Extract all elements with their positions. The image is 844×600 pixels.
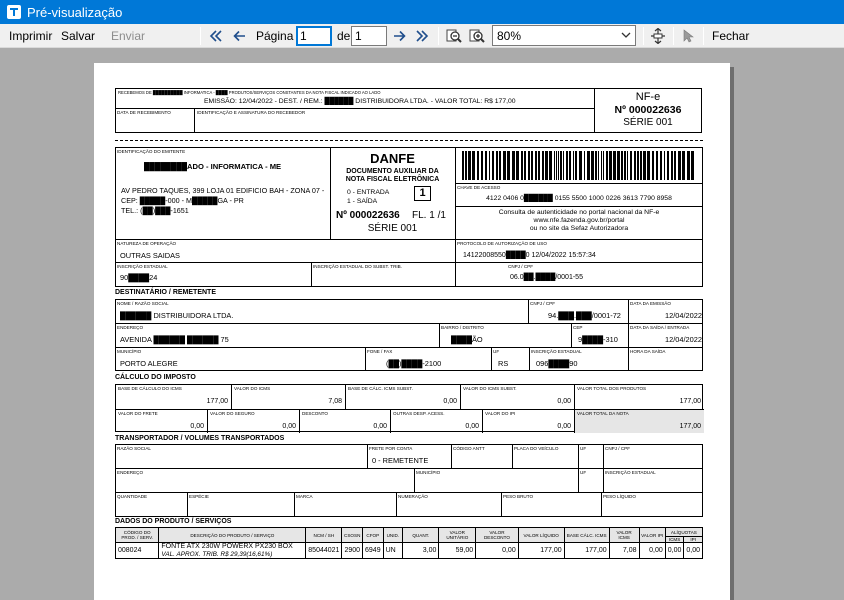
receipt-emission-line: EMISSÃO: 12/04/2022 - DEST. / REM.: ██████ DISTRIBUIDORA LTDA. - VALOR TOTAL: R$ 177,00 <box>204 98 516 105</box>
consult-line-3: ou no site da Sefaz Autorizadora <box>529 225 629 232</box>
products-table <box>115 527 703 559</box>
barcode-bar <box>535 151 537 180</box>
tax-value: 0,00 <box>557 398 571 405</box>
tax-label: VALOR DO ICMS SUBST. <box>463 386 517 391</box>
receipt-number: Nº 000022636 <box>614 104 682 116</box>
barcode-bar <box>496 151 498 180</box>
tax-section-title: CÁLCULO DO IMPOSTO <box>115 374 196 381</box>
barcode-bar <box>499 151 501 180</box>
tax-value: 0,00 <box>443 398 457 405</box>
tax-cell <box>460 385 574 409</box>
barcode-bar <box>545 151 548 180</box>
protocol-value: 14122008550████0 12/04/2022 15:57:34 <box>463 252 596 259</box>
tax-cell <box>574 385 704 409</box>
barcode-bar <box>652 151 654 180</box>
chevron-down-icon <box>621 31 631 39</box>
exit-date-label: DATA DA SAÍDA / ENTRADA <box>630 325 690 330</box>
tax-label: VALOR TOTAL DA NOTA <box>577 411 629 416</box>
tax-cell <box>116 409 207 433</box>
carrier-section-title: TRANSPORTADOR / VOLUMES TRANSPORTADOS <box>115 435 285 442</box>
item-icms-rate: 0,00 <box>665 543 684 559</box>
state-registration-label: INSCRIÇÃO ESTADUAL <box>117 264 168 269</box>
barcode-bar <box>531 151 533 180</box>
issuer-phone: TEL.: (██)███-1651 <box>121 206 189 215</box>
barcode-bar <box>485 151 487 180</box>
net-weight-label: PESO LÍQUIDO <box>603 494 636 499</box>
tax-label: OUTRAS DESP. ACESS. <box>393 411 445 416</box>
item-ipi-rate: 0,00 <box>684 543 703 559</box>
previous-page-icon[interactable] <box>231 28 247 44</box>
zoom-select[interactable] <box>492 25 636 46</box>
danfe-title: DANFE <box>370 151 415 166</box>
recipient-cnpj: 94.███.███/0001-72 <box>548 311 621 320</box>
barcode-bar <box>603 151 604 180</box>
tax-cell <box>574 409 704 433</box>
operation-nature: OUTRAS SAIDAS <box>120 251 180 260</box>
barcode-bar <box>647 151 650 180</box>
protocol-label: PROTOCOLO DE AUTORIZAÇÃO DE USO <box>457 241 547 246</box>
barcode-bar <box>538 151 540 180</box>
recipient-ie-label: INSCRIÇÃO ESTADUAL <box>531 349 582 354</box>
barcode-bar <box>489 151 490 180</box>
tax-value: 0,00 <box>465 423 479 430</box>
danfe-exit-option: 1 - SAÍDA <box>347 198 378 205</box>
consult-line-1: Consulta de autenticidade no portal nacional da NF-e <box>498 209 660 216</box>
fit-page-icon[interactable] <box>650 28 666 44</box>
barcode-bar <box>512 151 515 180</box>
tax-label: BASE DE CÁLC. ICMS SUBST. <box>348 386 413 391</box>
barcode-bar <box>656 151 658 180</box>
danfe-document <box>94 63 730 600</box>
col-net-value: VALOR LÍQUIDO <box>518 528 564 543</box>
barcode-bar <box>609 151 612 180</box>
recipient-uf-label: UF <box>493 349 500 354</box>
barcode-bar <box>687 151 690 180</box>
tax-value: 177,00 <box>679 423 701 430</box>
barcode-bar <box>560 151 562 180</box>
item-unit-value: 59,00 <box>439 543 476 559</box>
print-button[interactable]: Imprimir <box>9 29 53 43</box>
barcode-bar <box>627 151 628 180</box>
toolbar-separator <box>703 27 704 45</box>
col-unit: UNID. <box>383 528 403 543</box>
issuer-name: ████████ADO - INFORMATICA - ME <box>144 162 282 171</box>
col-cfop: CFOP <box>363 528 384 543</box>
carrier-block <box>115 444 703 517</box>
item-cfop: 6949 <box>363 543 384 559</box>
issuer-cnpj-label: CNPJ / CPF <box>508 264 534 269</box>
exit-date: 12/04/2022 <box>665 335 702 344</box>
toolbar-separator <box>673 27 674 45</box>
col-ipi-value: VALOR IPI <box>639 528 665 543</box>
tax-label: VALOR TOTAL DOS PRODUTOS <box>577 386 647 391</box>
carrier-address-label: ENDEREÇO <box>117 470 144 475</box>
danfe-series: SÉRIE 001 <box>367 223 418 234</box>
gross-weight-label: PESO BRUTO <box>503 494 534 499</box>
recipient-section-title: DESTINATÁRIO / REMETENTE <box>115 289 216 296</box>
item-csosn: 2900 <box>342 543 363 559</box>
barcode-bar <box>660 151 662 180</box>
receipt-series: SÉRIE 001 <box>623 117 673 128</box>
brand-label: MARCA <box>296 494 313 499</box>
barcode-bar <box>579 151 582 180</box>
col-description: DESCRIÇÃO DO PRODUTO / SERVIÇO <box>159 528 306 543</box>
barcode-bar <box>691 151 694 180</box>
barcode-bar <box>569 151 571 180</box>
receipt-statement: RECEBEMOS DE ██████████ INFORMATICA - ████ PRODUTOS/SERVIÇOS CONSTANTES DA NOTA FISCAL INDICADO AO LADO <box>118 90 381 95</box>
numbering-label: NUMERAÇÃO <box>398 494 428 499</box>
barcode-bar <box>556 151 557 180</box>
item-icms-value: 7,08 <box>609 543 639 559</box>
tax-cell <box>231 385 345 409</box>
danfe-subtitle-2: NOTA FISCAL ELETRÔNICA <box>345 176 440 183</box>
toolbar-separator <box>643 27 644 45</box>
page-label: Página <box>256 29 294 43</box>
recipient-ie: 096████90 <box>536 359 578 368</box>
quantity-label: QUANTIDADE <box>117 494 148 499</box>
col-rates: ALÍQUOTAS <box>665 528 702 537</box>
tax-label: VALOR DO SEGURO <box>210 411 255 416</box>
barcode-bar <box>584 151 585 180</box>
barcode-bar <box>481 151 483 180</box>
recipient-district-label: BAIRRO / DISTRITO <box>441 325 484 330</box>
recipient-phone: (██)████-2100 <box>386 359 442 368</box>
consult-line-2: www.nfe.fazenda.gov.br/portal <box>533 217 625 224</box>
last-page-icon[interactable] <box>414 28 430 44</box>
tax-value: 0,00 <box>282 423 296 430</box>
col-csosn: CSOSN <box>342 528 363 543</box>
app-icon <box>7 5 21 19</box>
barcode-bar <box>617 151 620 180</box>
barcode-bar <box>566 151 568 180</box>
barcode-bar <box>554 151 555 180</box>
tax-label: VALOR DO IPI <box>485 411 516 416</box>
carrier-uf2-label: UF <box>580 470 587 475</box>
title-bar <box>0 0 844 24</box>
recipient-zip-label: CEP <box>573 325 583 330</box>
carrier-uf-label: UF <box>580 446 587 451</box>
barcode-bar <box>682 151 685 180</box>
item-ncm: 85044021 <box>306 543 342 559</box>
barcode-bar <box>503 151 506 180</box>
barcode-bar <box>521 151 523 180</box>
toolbar-separator <box>438 27 439 45</box>
barcode-bar <box>598 151 599 180</box>
tax-cell <box>482 409 574 433</box>
danfe-sheet: FL. 1 /1 <box>412 210 446 221</box>
plate-label: PLACA DO VEÍCULO <box>514 446 559 451</box>
send-button[interactable]: Enviar <box>111 29 146 43</box>
receipt-signature-label: IDENTIFICAÇÃO E ASSINATURA DO RECEBEDOR <box>197 110 306 115</box>
recipient-name-label: NOME / RAZÃO SOCIAL <box>117 301 169 306</box>
barcode-bar <box>549 151 552 180</box>
recipient-uf: RS <box>498 359 509 368</box>
tax-cell <box>390 409 482 433</box>
item-ipi-value: 0,00 <box>639 543 665 559</box>
receipt-date-label: DATA DE RECEBIMENTO <box>117 110 171 115</box>
barcode-bar <box>591 151 594 180</box>
barcode-bar <box>674 151 676 180</box>
tax-label: VALOR DO FRETE <box>118 411 158 416</box>
barcode-bar <box>595 151 597 180</box>
antt-label: CÓDIGO ANTT <box>453 446 485 451</box>
barcode-bar <box>678 151 681 180</box>
operation-block <box>115 239 703 287</box>
freight-label: FRETE POR CONTA <box>369 446 413 451</box>
barcode-bar <box>575 151 577 180</box>
page-number-input[interactable]: 1 <box>296 26 332 46</box>
cut-line <box>115 140 703 141</box>
access-key: 4122 0406 0██████ 0155 5500 1000 0226 3613 7790 8958 <box>486 195 672 202</box>
recipient-cnpj-label: CNPJ / CPF <box>530 301 556 306</box>
issuer-label: IDENTIFICAÇÃO DO EMITENTE <box>117 149 186 154</box>
tax-label: VALOR DO ICMS <box>234 386 271 391</box>
window-title: Pré-visualização <box>27 4 123 20</box>
recipient-name: ██████ DISTRIBUIDORA LTDA. <box>120 311 234 320</box>
barcode-bar <box>507 151 510 180</box>
col-icms-base: BASE CÁLC. ICMS <box>564 528 609 543</box>
barcode-bar <box>637 151 639 180</box>
recipient-city-label: MUNICÍPIO <box>117 349 142 354</box>
col-unit-value: VALOR UNITÁRIO <box>439 528 476 543</box>
barcode-bar <box>516 151 519 180</box>
item-net-value: 177,00 <box>518 543 564 559</box>
barcode-bar <box>601 151 602 180</box>
item-code: 008024 <box>116 543 159 559</box>
barcode-bar <box>492 151 494 180</box>
carrier-ie-label: INSCRIÇÃO ESTADUAL <box>605 470 656 475</box>
barcode-bar <box>640 151 642 180</box>
barcode-bar <box>606 151 608 180</box>
tax-value: 0,00 <box>190 423 204 430</box>
receipt-nfe-label: NF-e <box>635 91 661 103</box>
barcode-bar <box>587 151 590 180</box>
barcode-bar <box>465 151 467 180</box>
recipient-address: AVENIDA ██████ ██████ 75 <box>120 335 229 344</box>
barcode-bar <box>664 151 665 180</box>
item-description: FONTE ATX 230W POWERX PX230 BOX <box>161 543 293 550</box>
tax-label: DESCONTO <box>302 411 328 416</box>
freight-value: 0 - REMETENTE <box>372 456 429 465</box>
barcode-bar <box>468 151 471 180</box>
item-discount: 0,00 <box>476 543 519 559</box>
preview-workspace[interactable] <box>0 48 844 600</box>
tax-value: 0,00 <box>373 423 387 430</box>
of-label: de <box>337 29 351 43</box>
barcode-bar <box>643 151 646 180</box>
total-pages-field: 1 <box>351 26 387 46</box>
danfe-number: Nº 000022636 <box>336 210 400 221</box>
item-icms-base: 177,00 <box>564 543 609 559</box>
item-quantity: 3,00 <box>403 543 439 559</box>
danfe-type-box: 1 <box>414 186 431 201</box>
tax-cell <box>345 385 460 409</box>
species-label: ESPÉCIE <box>189 494 209 499</box>
tax-value: 0,00 <box>557 423 571 430</box>
item-unit: UN <box>383 543 403 559</box>
danfe-subtitle-1: DOCUMENTO AUXILIAR DA <box>346 168 439 175</box>
operation-nature-label: NATUREZA DE OPERAÇÃO <box>117 241 177 246</box>
barcode-bar <box>528 151 530 180</box>
col-quantity: QUANT. <box>403 528 439 543</box>
barcode-bar <box>624 151 626 180</box>
tax-value: 7,08 <box>328 398 342 405</box>
state-registration: 90████24 <box>120 273 158 282</box>
barcode-bar <box>630 151 632 180</box>
tax-value: 177,00 <box>679 398 701 405</box>
pointer-icon[interactable] <box>680 28 696 44</box>
tax-value: 177,00 <box>206 398 228 405</box>
barcode-bar <box>563 151 564 180</box>
barcode-bar <box>477 151 479 180</box>
barcode <box>462 151 696 180</box>
barcode-bar <box>524 151 526 180</box>
next-page-icon[interactable] <box>392 28 408 44</box>
tax-block <box>115 384 703 432</box>
emission-date: 12/04/2022 <box>665 311 702 320</box>
tax-cell <box>299 409 390 433</box>
issuer-cnpj: 06.0██.████/0001-55 <box>510 274 583 281</box>
col-icms-value: VALOR ICMS <box>609 528 639 543</box>
issuer-address: AV PEDRO TAQUES, 399 LOJA 01 EDIFICIO BAH - ZONA 07 - <box>121 186 325 195</box>
carrier-cnpj-label: CNPJ / CPF <box>605 446 631 451</box>
recipient-phone-label: FONE / FAX <box>367 349 393 354</box>
carrier-name-label: RAZÃO SOCIAL <box>117 446 151 451</box>
barcode-bar <box>671 151 673 180</box>
recipient-address-label: ENDEREÇO <box>117 325 144 330</box>
col-rate-icms: ICMS <box>665 537 684 543</box>
tax-cell <box>207 409 299 433</box>
col-code: CÓDIGO DO PROD. / SERV. <box>116 528 159 543</box>
issuer-zip: CEP: █████-000 - M█████GA - PR <box>121 196 244 205</box>
barcode-bar <box>613 151 616 180</box>
emission-date-label: DATA DA EMISSÃO <box>630 301 671 306</box>
st-registration-label: INSCRIÇÃO ESTADUAL DO SUBST. TRIB. <box>313 264 402 269</box>
barcode-bar <box>542 151 544 180</box>
recipient-city: PORTO ALEGRE <box>120 359 178 368</box>
barcode-bar <box>558 151 559 180</box>
products-header-row <box>116 528 703 537</box>
tax-cell <box>116 385 231 409</box>
barcode-bar <box>621 151 623 180</box>
products-section-title: DADOS DO PRODUTO / SERVIÇOS <box>115 518 232 525</box>
recipient-district: ████ÃO <box>451 335 483 344</box>
barcode-bar <box>634 151 636 180</box>
document-page <box>94 63 730 600</box>
close-button[interactable]: Fechar <box>712 29 750 43</box>
recipient-zip: 9████-310 <box>578 335 618 344</box>
first-page-icon[interactable] <box>208 28 224 44</box>
item-tax-note: VAL. APROX. TRIB. R$ 29,39(16,61%) <box>161 550 273 558</box>
toolbar-separator <box>200 27 201 45</box>
col-rate-ipi: IPI <box>684 537 703 543</box>
zoom-out-icon[interactable] <box>446 28 462 44</box>
barcode-bar <box>472 151 475 180</box>
save-button[interactable]: Salvar <box>61 29 96 43</box>
exit-time-label: HORA DA SAÍDA <box>630 349 666 354</box>
barcode-bar <box>667 151 669 180</box>
danfe-entry-option: 0 - ENTRADA <box>347 189 390 196</box>
barcode-bar <box>573 151 574 180</box>
toolbar <box>0 24 844 48</box>
access-key-label: CHAVE DE ACESSO <box>457 185 501 190</box>
zoom-in-icon[interactable] <box>469 28 485 44</box>
col-discount: VALOR DESCONTO <box>476 528 519 543</box>
table-row <box>116 543 703 559</box>
carrier-city-label: MUNICÍPIO <box>416 470 441 475</box>
barcode-bar <box>462 151 464 180</box>
zoom-value: 80% <box>497 29 522 43</box>
col-ncm: NCM / SH <box>306 528 342 543</box>
tax-label: BASE DE CÁLCULO DO ICMS <box>118 386 182 391</box>
